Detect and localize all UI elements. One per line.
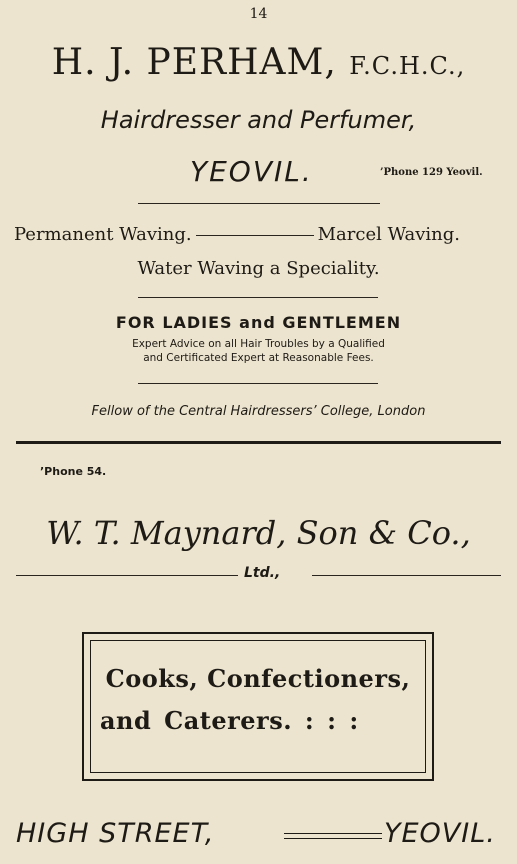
maynard-address [16, 818, 504, 854]
advice-line-2: and Certificated Expert at Reasonable Fees. [143, 352, 374, 364]
perham-clientele: FOR LADIES and GENTLEMEN [115, 313, 402, 332]
maynard-phone: ’Phone 54. [40, 465, 107, 478]
divider-rule [138, 297, 378, 298]
double-rule [284, 833, 382, 839]
service-permanent-waving: Permanent Waving. [14, 224, 192, 245]
caterers-line-2: and Caterers. : : : [100, 706, 359, 735]
rule-left [16, 575, 238, 576]
perham-services [14, 224, 504, 245]
rule-right [312, 575, 501, 576]
advice-line-1: Expert Advice on all Hair Troubles by a Qualified [132, 338, 385, 350]
perham-fellowship: Fellow of the Central Hairdressers’ College, London [91, 404, 426, 419]
divider-rule [138, 203, 380, 204]
caterers-line-1: Cooks, Confectioners, [105, 664, 411, 693]
maynard-street: HIGH STREET, [16, 818, 215, 849]
maynard-name: W. T. Maynard, Son & Co., [46, 514, 471, 552]
service-marcel-waving: Marcel Waving. [317, 224, 461, 245]
perham-town: YEOVIL. [190, 155, 313, 188]
dash-leader [196, 235, 314, 236]
page-number: 14 [249, 6, 268, 22]
perham-phone: ’Phone 129 Yeovil. [380, 167, 483, 178]
caterers-frame [82, 632, 434, 781]
maynard-ltd-row [16, 565, 501, 583]
divider-rule [138, 383, 378, 384]
perham-advice [0, 337, 517, 365]
perham-qualifications: F.C.H.C., [349, 52, 466, 80]
section-divider [16, 441, 501, 444]
perham-name: H. J. PERHAM, [51, 42, 337, 83]
maynard-ltd: Ltd., [244, 565, 281, 581]
perham-heading [0, 42, 517, 83]
perham-speciality: Water Waving a Speciality. [137, 258, 380, 279]
maynard-town: YEOVIL. [384, 818, 496, 849]
perham-trade: Hairdresser and Perfumer, [100, 106, 417, 134]
